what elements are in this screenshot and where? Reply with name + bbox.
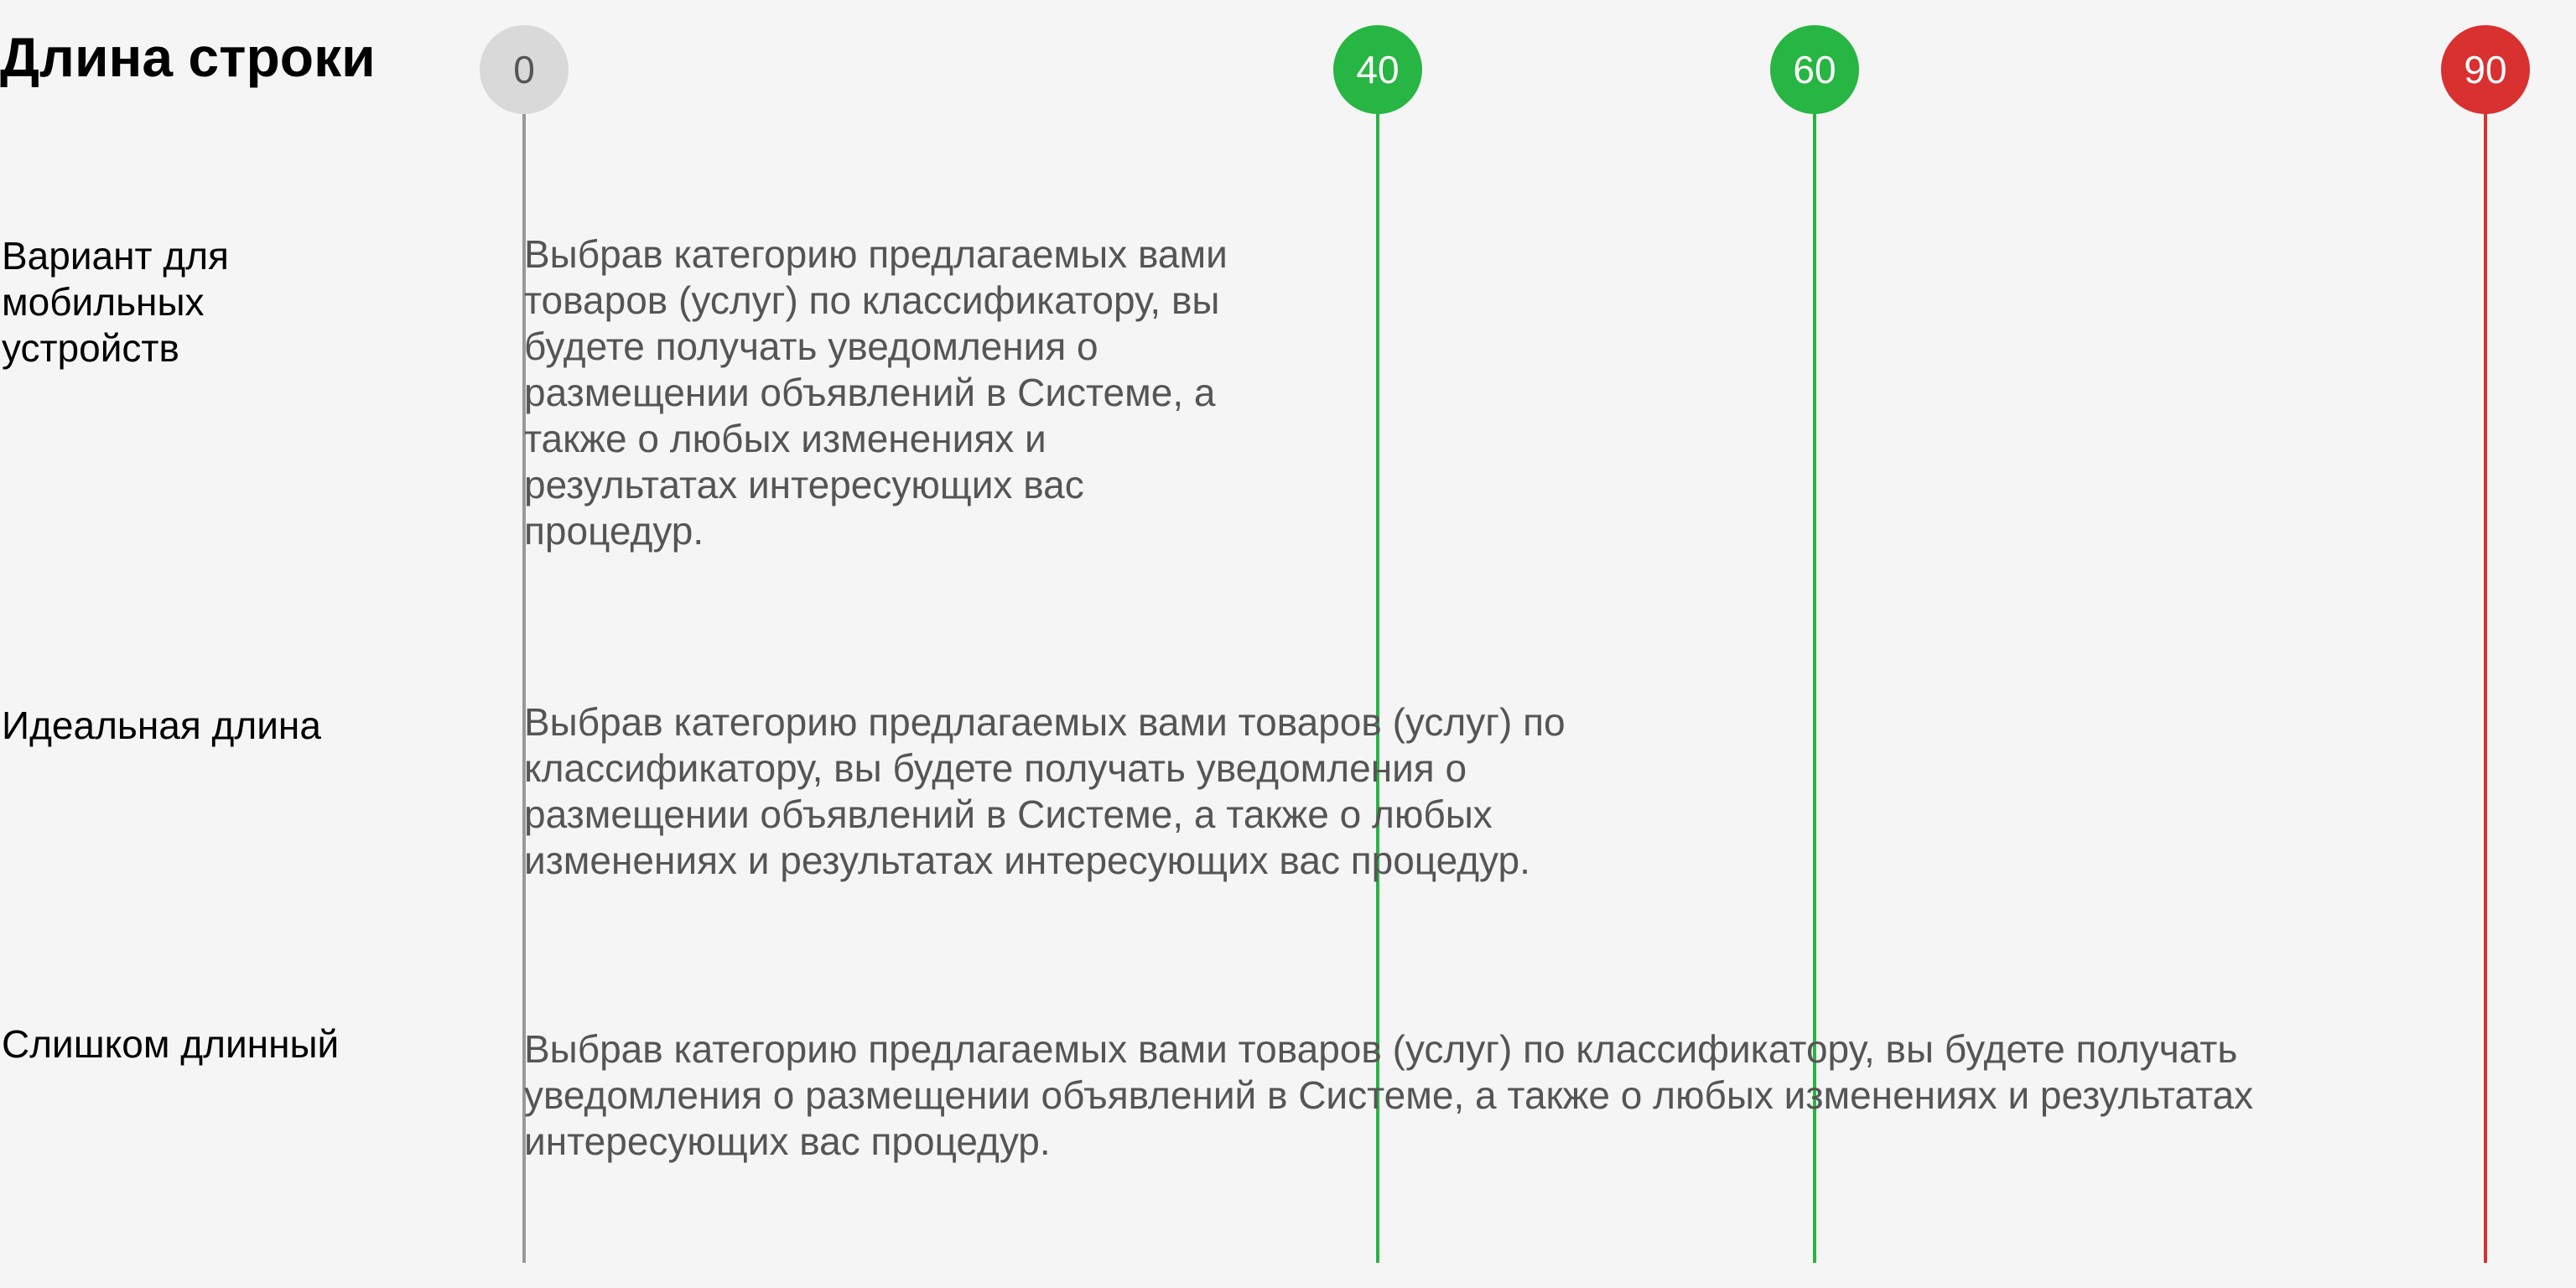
row-label-too-long [2,1021,339,1067]
sample-line: Выбрав категорию предлагаемых вами товаров (услуг) по классификатору, вы будете получать [524,1027,2238,1071]
marker-circle-90 [2441,25,2530,114]
sample-line: также о любых изменениях и [524,417,1046,460]
row-label-line: мобильных [2,280,205,324]
page-title: Длина строки [0,26,376,88]
sample-line: Выбрав категорию предлагаемых вами [524,232,1228,276]
marker-circle-60 [1770,25,1859,114]
marker-circle-40 [1333,25,1422,114]
marker-label-0: 0 [513,48,535,91]
sample-line: размещении объявлений в Системе, а [524,371,1216,414]
marker-label-40: 40 [1356,48,1400,91]
row-label-ideal [2,703,321,749]
sample-line: интересующих вас процедур. [524,1119,1051,1163]
marker-line-90 [2484,101,2487,1263]
sample-line: Выбрав категорию предлагаемых вами товаров (услуг) по [524,700,1566,744]
sample-line: классификатору, вы будете получать уведомления о [524,746,1467,790]
sample-line: процедур. [524,509,704,553]
row-label-line: Слишком длинный [2,1022,340,1066]
sample-text-ideal [524,699,1566,884]
sample-text-too-long [524,1026,2253,1165]
row-label-line: устройств [2,326,179,370]
sample-line: будете получать уведомления о [524,325,1098,368]
sample-line: уведомления о размещении объявлений в Системе, а также о любых изменениях и результатах [524,1073,2254,1117]
row-label-line: Вариант для [2,234,229,278]
sample-line: размещении объявлений в Системе, а также о любых [524,792,1493,836]
sample-line: изменениях и результатах интересующих вас процедур. [524,839,1530,882]
sample-line: результатах интересующих вас [524,463,1084,506]
marker-circle-0 [480,25,569,114]
marker-label-60: 60 [1793,48,1836,91]
marker-label-90: 90 [2464,48,2507,91]
sample-text-mobile [524,231,1228,554]
row-label-mobile [2,233,229,371]
sample-line: товаров (услуг) по классификатору, вы [524,278,1220,322]
row-label-line: Идеальная длина [2,704,321,747]
